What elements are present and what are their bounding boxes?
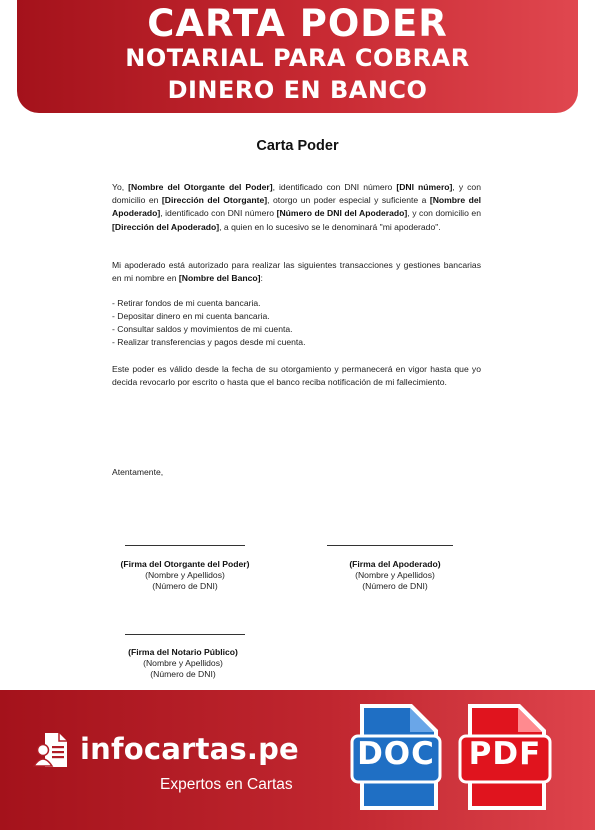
pdf-file-icon	[458, 702, 552, 814]
paragraph-text: , a quien en lo sucesivo se le denominará "mi apoderado".	[219, 221, 441, 232]
signature-block-notario	[103, 647, 263, 680]
paragraph-text: Yo,	[112, 182, 129, 192]
pdf-label: PDF	[468, 736, 542, 772]
document-title: Carta Poder	[256, 138, 339, 154]
signature-name: (Nombre y Apellidos)	[143, 658, 223, 668]
signature-dni: (Número de DNI)	[150, 669, 216, 679]
closing-text: Atentamente,	[112, 467, 164, 477]
placeholder-field: [Número de DNI del Apoderado]	[276, 208, 408, 219]
paragraph-text: , y con domicilio en	[407, 208, 481, 219]
doc-file-icon	[350, 702, 442, 814]
placeholder-field: [DNI número]	[396, 182, 453, 192]
placeholder-field: [Nombre del Otorgante del Poder]	[128, 182, 273, 192]
signature-block-otorgante	[105, 559, 265, 592]
signature-role: (Firma del Otorgante del Poder)	[120, 559, 250, 569]
signature-role: (Firma del Apoderado)	[349, 559, 441, 569]
paragraph-text: Mi apoderado está autorizado para realizar las siguientes transacciones y gestiones bancarias en mi nombre en	[112, 260, 481, 284]
paragraph-text: , identificado con DNI número	[272, 182, 397, 192]
signature-dni: (Número de DNI)	[362, 581, 428, 591]
placeholder-field: [Dirección del Otorgante]	[161, 195, 268, 206]
doc-label: DOC	[357, 736, 435, 772]
signature-name: (Nombre y Apellidos)	[145, 570, 225, 580]
signature-name: (Nombre y Apellidos)	[355, 570, 435, 580]
banner-title: CARTA PODER	[147, 2, 448, 45]
list-item: - Retirar fondos de mi cuenta bancaria.	[112, 298, 261, 308]
signature-line-otorgante	[125, 545, 245, 546]
document-user-icon	[33, 730, 73, 770]
signature-line-notario	[125, 634, 245, 635]
list-item: - Consultar saldos y movimientos de mi cuenta.	[112, 324, 293, 334]
placeholder-field: [Nombre del Banco]	[178, 273, 261, 284]
paragraph-text: , y con domicilio en	[112, 182, 481, 206]
list-item: - Realizar transferencias y pagos desde mi cuenta.	[112, 337, 306, 347]
paragraph-otorgamiento	[112, 181, 481, 234]
header-banner	[17, 0, 578, 113]
banner-subtitle-line2: DINERO EN BANCO	[167, 76, 428, 104]
list-item: - Depositar dinero en mi cuenta bancaria.	[112, 311, 270, 321]
signature-line-apoderado	[327, 545, 453, 546]
paragraph-text: , identificado con DNI número	[160, 208, 277, 219]
signature-block-apoderado	[315, 559, 475, 592]
paragraph-text: :	[260, 273, 263, 284]
brand-name: infocartas.pe	[80, 732, 299, 766]
placeholder-field: [Nombre del Apoderado]	[112, 195, 482, 219]
paragraph-vigencia: Este poder es válido desde la fecha de su otorgamiento y permanecerá en vigor hasta que yo decida revocarlo por escrito o hasta que el banco reciba notificación de mi fallecimiento.	[112, 364, 481, 388]
banner-subtitle-line1: NOTARIAL PARA COBRAR	[125, 44, 470, 72]
paragraph-text: , otorgo un poder especial y suficiente a	[267, 195, 430, 206]
brand-tagline: Expertos en Cartas	[160, 776, 293, 793]
paragraph-autorizacion	[112, 259, 481, 285]
placeholder-field: [Dirección del Apoderado]	[112, 221, 220, 232]
signature-role: (Firma del Notario Público)	[128, 647, 238, 657]
footer-banner	[0, 690, 595, 830]
signature-dni: (Número de DNI)	[152, 581, 218, 591]
